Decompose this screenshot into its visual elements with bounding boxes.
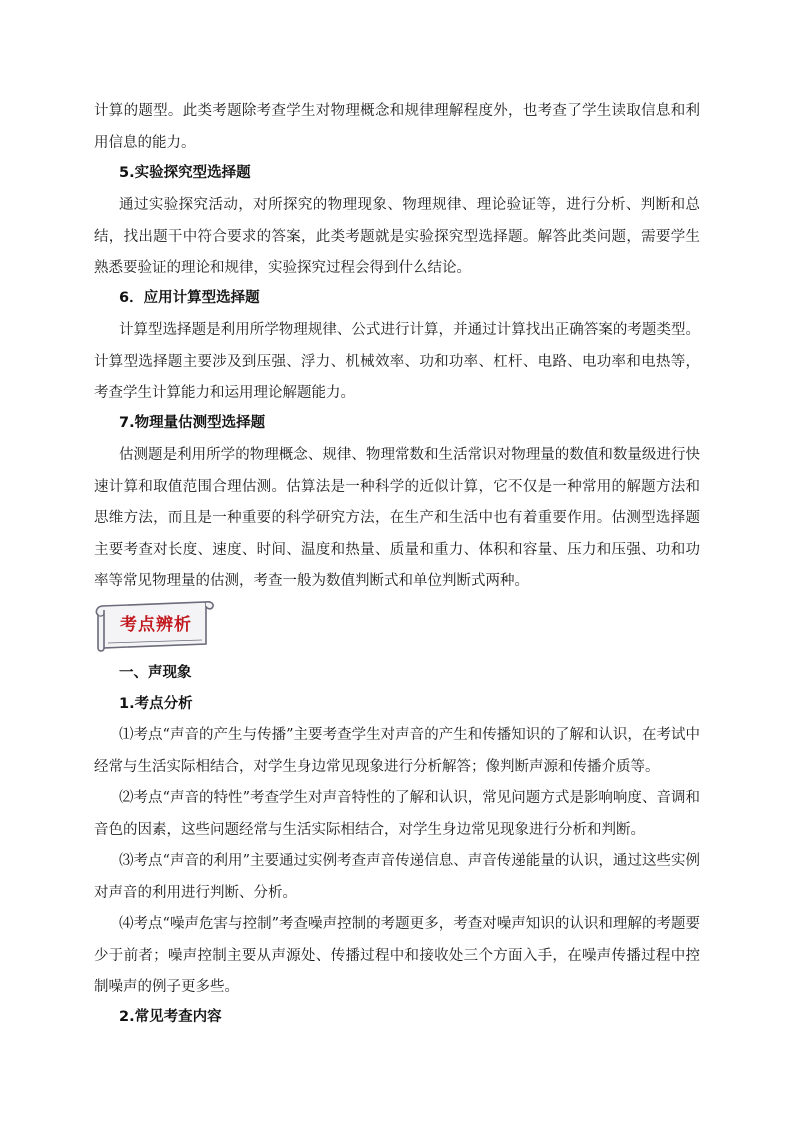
intro-paragraph: 计算的题型。此类考题除考查学生对物理概念和规律理解程度外，也考查了学生读取信息和利用信息的能力。 [94, 103, 700, 151]
analysis-item-1: ⑴考点“声音的产生与传播”主要考查学生对声音的产生和传播知识的了解和认识，在考试中经常与生活实际相结合，对学生身边常见现象进行分析解答；像判断声源和传播介质等。 [94, 727, 700, 775]
part-1-subheading-analysis: 1.考点分析 [119, 696, 193, 712]
banner-label: 考点辨析 [120, 615, 192, 635]
section-6-paragraph: 计算型选择题是利用所学物理规律、公式进行计算，并通过计算找出正确答案的考题类型。计算型选择题主要涉及到压强、浮力、机械效率、功和功率、杠杆、电路、电功率和电热等，考查学生计算能力和运用理论解题能力。 [94, 322, 700, 401]
analysis-item-2: ⑵考点“声音的特性”考查学生对声音特性的了解和认识，常见问题方式是影响响度、音调和音色的因素，这些问题经常与生活实际相结合，对学生身边常见现象进行分析和判断。 [94, 790, 700, 838]
section-6-heading: 6．应用计算型选择题 [119, 290, 260, 306]
analysis-item-3: ⑶考点“声音的利用”主要通过实例考查声音传递信息、声音传递能量的认识，通过这些实例对声音的利用进行判断、分析。 [94, 853, 700, 901]
analysis-item-4: ⑷考点“噪声危害与控制”考查噪声控制的考题更多，考查对噪声知识的认识和理解的考题要少于前者；噪声控制主要从声源处、传播过程中和接收处三个方面入手，在噪声传播过程中控制噪声的例子更多些。 [94, 916, 700, 995]
section-7-paragraph: 估测题是利用所学的物理概念、规律、物理常数和生活常识对物理量的数值和数量级进行快速计算和取值范围合理估测。估算法是一种科学的近似计算，它不仅是一种常用的解题方法和思维方法，而且是一种重要的科学研究方法，在生产和生活中也有着重要作用。估测型选择题主要考查对长度、速度、时间、温度和热量、质量和重力、体积和容量、压力和压强、功和功率等常见物理量的估测，考查一般为数值判断式和单位判断式两种。 [94, 447, 700, 589]
part-1-subheading-content: 2.常见考查内容 [119, 1009, 222, 1025]
section-7-heading: 7.物理量估测型选择题 [119, 415, 266, 431]
scroll-banner [94, 596, 218, 654]
section-5-paragraph: 通过实验探究活动，对所探究的物理现象、物理规律、理论验证等，进行分析、判断和总结，找出题干中符合要求的答案，此类考题就是实验探究型选择题。解答此类问题，需要学生熟悉要验证的理论和规律，实验探究过程会得到什么结论。 [94, 197, 700, 276]
section-5-heading: 5.实验探究型选择题 [119, 165, 251, 181]
part-1-heading: 一、声现象 [119, 665, 192, 681]
